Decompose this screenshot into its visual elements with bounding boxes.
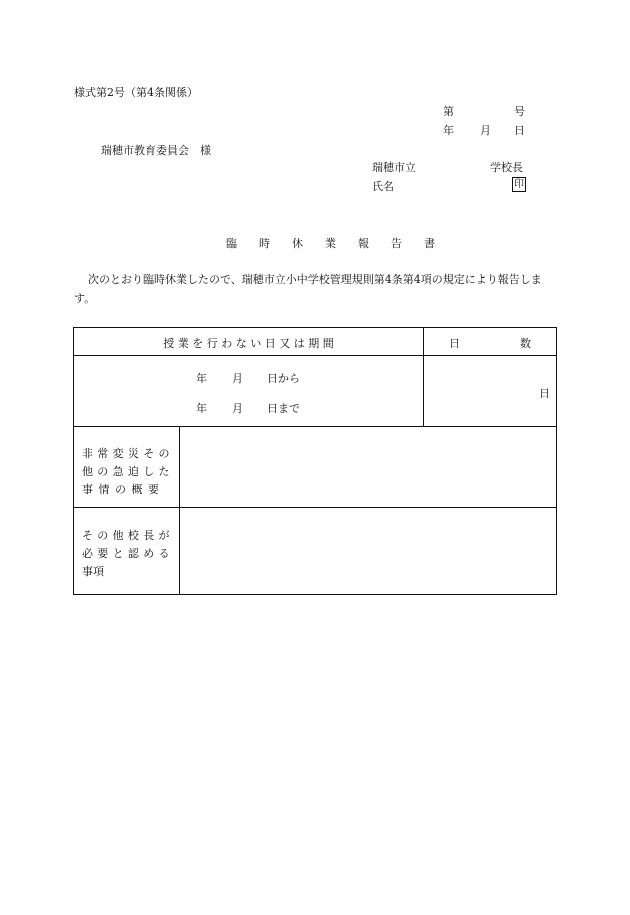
- other-matters-content-cell[interactable]: [180, 508, 556, 594]
- title-char: 業: [325, 237, 336, 250]
- emergency-label-line: 非常変災その: [82, 447, 174, 460]
- name-label: 氏名: [372, 180, 394, 193]
- title-char: 臨: [226, 237, 237, 250]
- school-suffix: 学校長: [490, 161, 523, 174]
- title-char: 書: [424, 237, 435, 250]
- header-days-day: 日: [449, 337, 460, 350]
- days-unit: 日: [539, 387, 550, 400]
- date-month: 月: [480, 124, 491, 137]
- other-matters-label-line: その他校長が: [82, 529, 174, 542]
- addressee: 瑞穂市教育委員会 様: [101, 144, 211, 157]
- header-days-count: 数: [520, 337, 531, 350]
- other-matters-label-line: 必要と認める: [82, 547, 174, 560]
- date-day: 日: [514, 124, 525, 137]
- emergency-label-line: 他の急迫した: [82, 465, 174, 478]
- from-month: 月: [232, 372, 243, 385]
- school-prefix: 瑞穂市立: [372, 161, 416, 174]
- other-matters-label-line: 事項: [82, 565, 104, 578]
- title-char: 休: [292, 237, 303, 250]
- table-divider: [423, 328, 424, 427]
- report-table: [73, 327, 557, 595]
- seal-text: 印: [514, 179, 524, 190]
- other-matters-label: [82, 527, 178, 581]
- to-year: 年: [196, 402, 207, 415]
- header-period: 授 業 を 行 わ な い 日 又 は 期 間: [163, 337, 334, 350]
- from-year: 年: [196, 372, 207, 385]
- table-divider: [74, 355, 556, 356]
- seal-mark: [512, 177, 526, 192]
- emergency-label: [82, 445, 178, 499]
- doc-number-go: 号: [514, 105, 525, 118]
- body-text: 次のとおり臨時休業したので、瑞穂市立小中学校管理規則第4条第4項の規定により報告します。: [74, 273, 542, 305]
- emergency-label-line: 事 情 の 概 要: [82, 483, 160, 496]
- form-number: 様式第2号（第4条関係）: [74, 86, 198, 99]
- title-char: 告: [391, 237, 402, 250]
- title-char: 時: [259, 237, 270, 250]
- doc-number-dai: 第: [443, 105, 454, 118]
- emergency-content-cell[interactable]: [180, 427, 556, 507]
- to-day: 日まで: [267, 402, 300, 415]
- date-year: 年: [443, 124, 454, 137]
- document-title: [226, 235, 435, 251]
- to-month: 月: [232, 402, 243, 415]
- title-char: 報: [358, 237, 369, 250]
- from-day: 日から: [267, 372, 300, 385]
